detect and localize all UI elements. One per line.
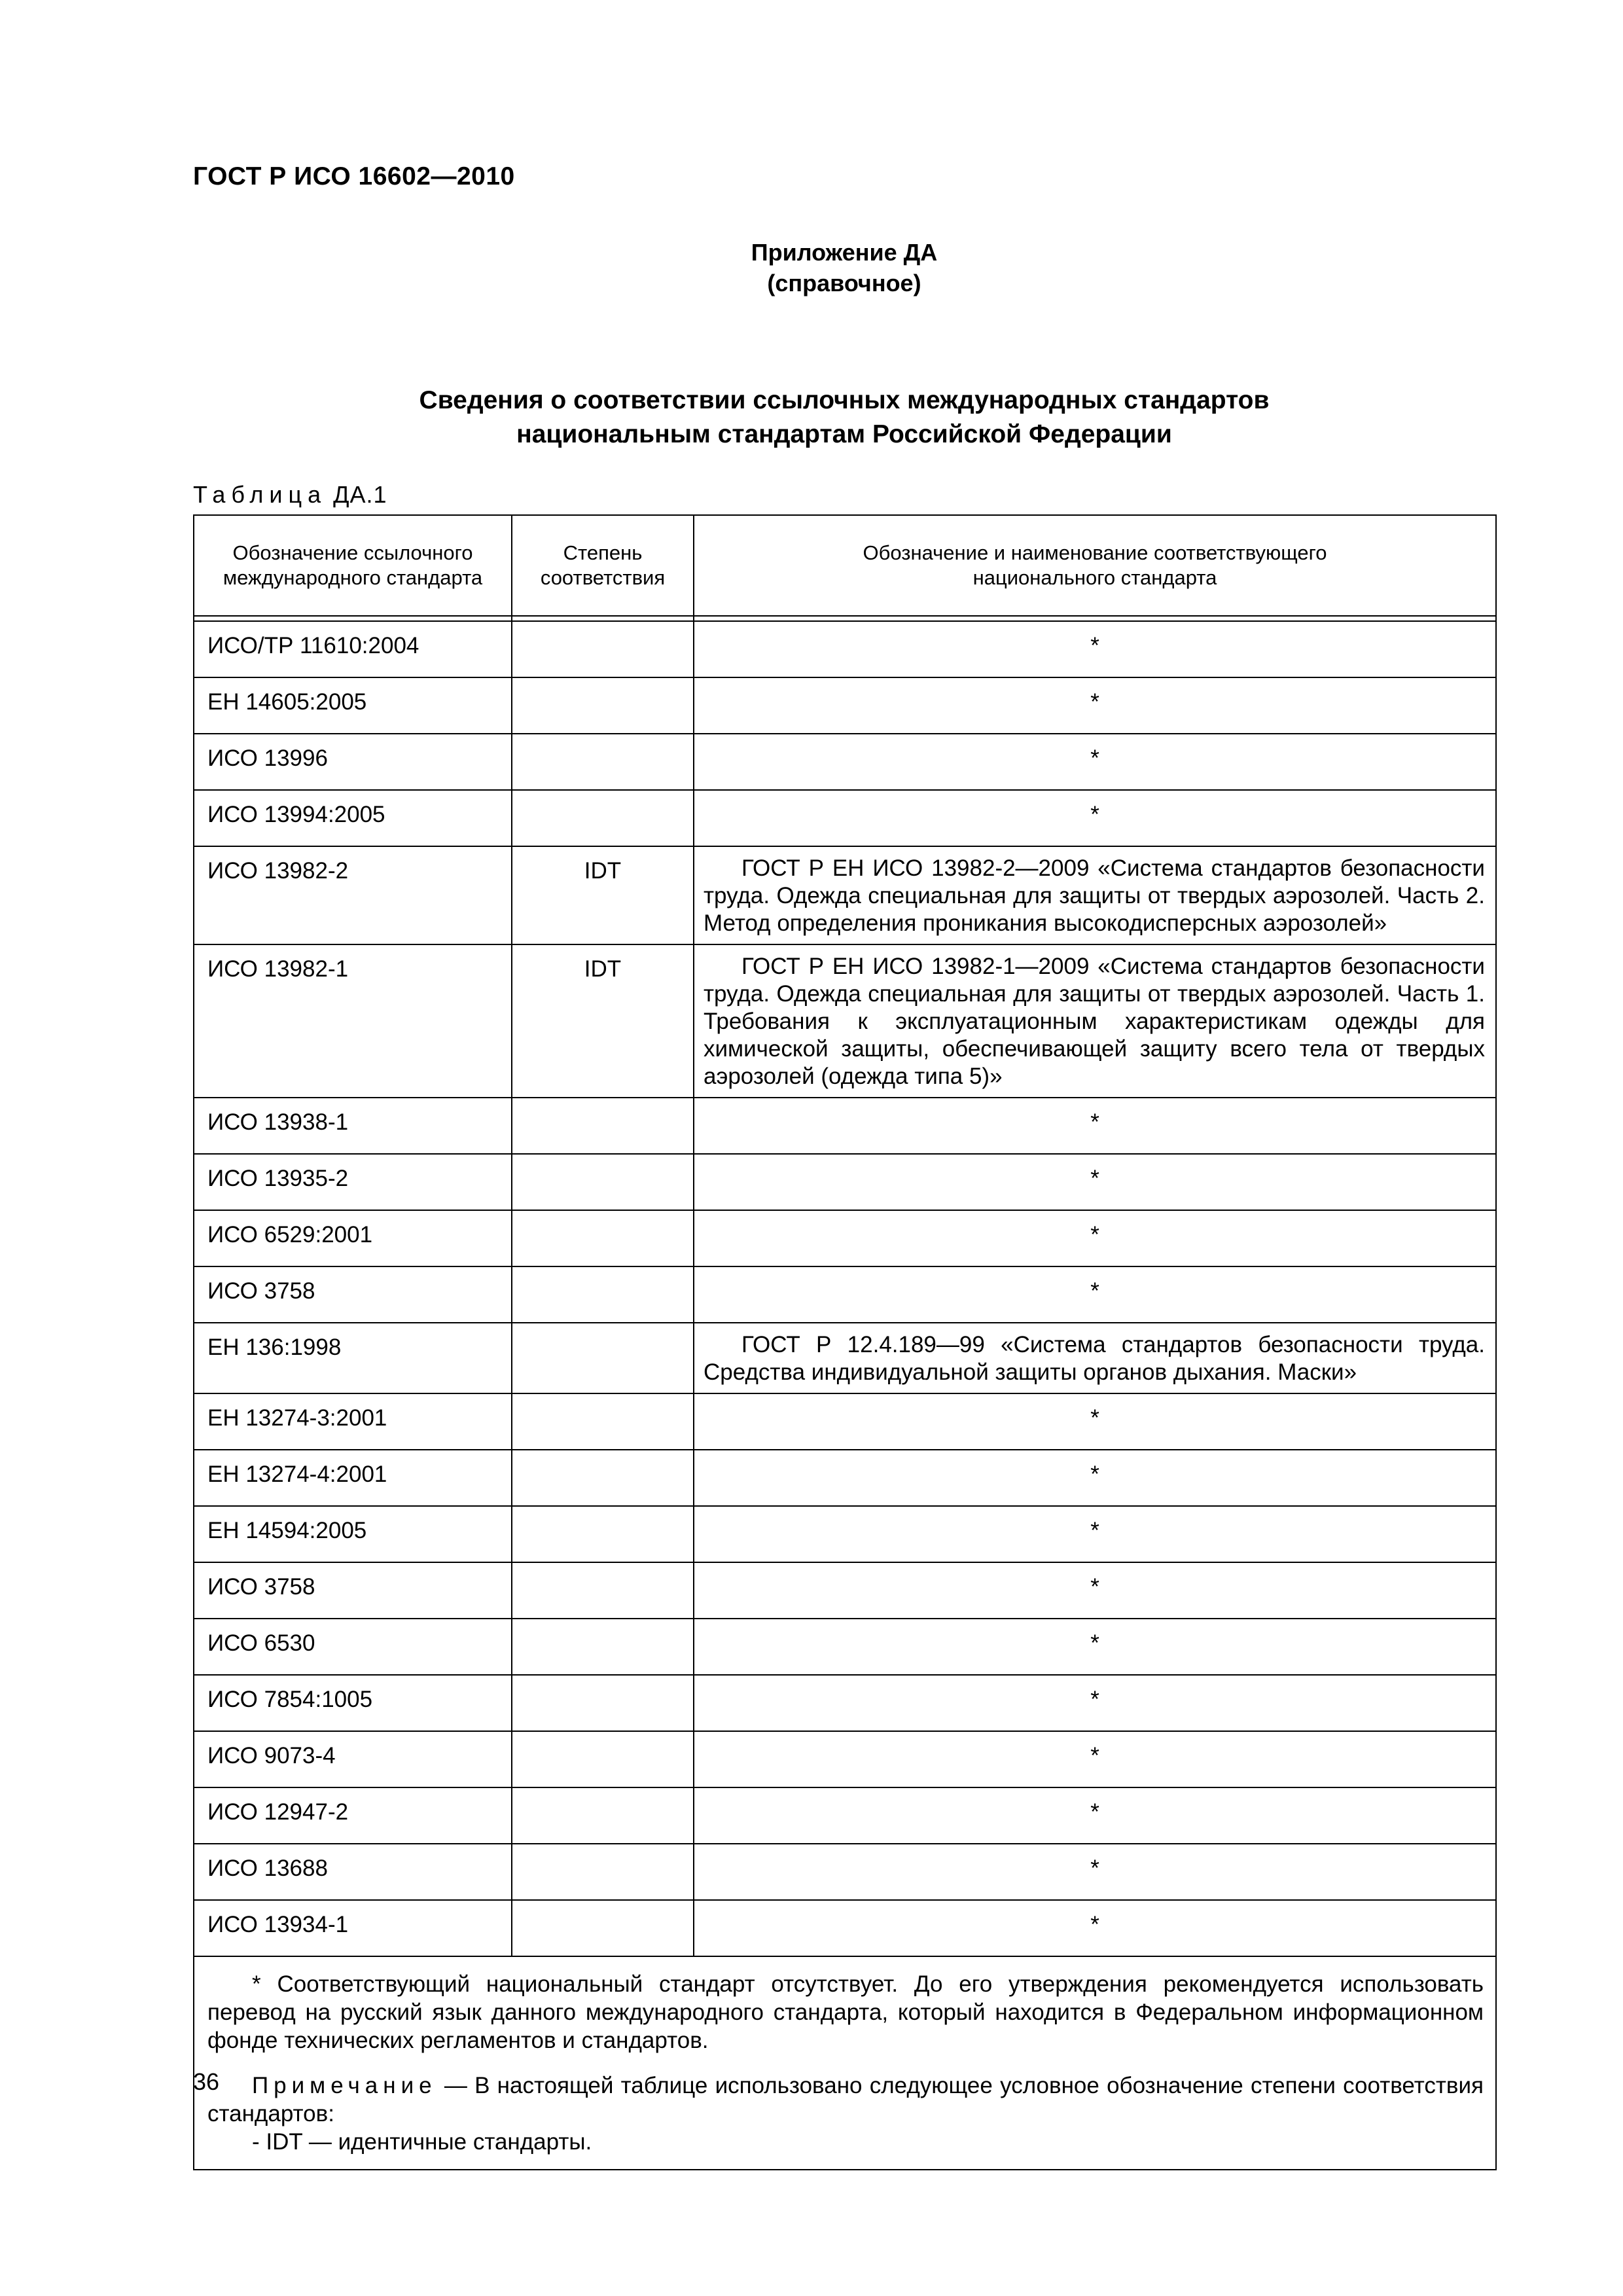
national-standard-cell: * <box>694 790 1496 846</box>
degree-cell <box>512 1787 694 1844</box>
reference-standard-cell: ИСО 13934-1 <box>194 1900 512 1956</box>
reference-standard-cell: ЕН 13274-4:2001 <box>194 1450 512 1506</box>
national-standard-cell: * <box>694 1506 1496 1562</box>
table-row <box>194 1393 1496 1450</box>
degree-cell <box>512 1675 694 1731</box>
reference-standard-cell: ИСО 3758 <box>194 1562 512 1619</box>
reference-standard-cell: ИСО 3758 <box>194 1266 512 1323</box>
table-footnote <box>194 1956 1496 2170</box>
national-standard-cell: * <box>694 1154 1496 1210</box>
table-row <box>194 1787 1496 1844</box>
national-standard-cell: * <box>694 677 1496 734</box>
degree-cell <box>512 1154 694 1210</box>
degree-cell <box>512 734 694 790</box>
national-standard-cell: ГОСТ Р 12.4.189—99 «Система стандартов безопасности труда. Средства индивидуальной защиты органов дыхания. Маски» <box>694 1323 1496 1393</box>
table-header-row <box>194 515 1496 616</box>
table-row <box>194 1154 1496 1210</box>
degree-cell <box>512 1450 694 1506</box>
reference-standard-cell: ИСО 13982-1 <box>194 944 512 1098</box>
national-standard-cell: * <box>694 1619 1496 1675</box>
table-label-word: Таблица <box>193 481 327 508</box>
footnote-note-item: - IDT — идентичные стандарты. <box>252 2129 592 2155</box>
degree-cell <box>512 621 694 677</box>
degree-cell: IDT <box>512 846 694 944</box>
table-row <box>194 790 1496 846</box>
table-row <box>194 734 1496 790</box>
national-standard-cell: * <box>694 621 1496 677</box>
national-standard-cell: * <box>694 1562 1496 1619</box>
appendix-title: Приложение ДА <box>751 239 938 266</box>
reference-standard-cell: ИСО 7854:1005 <box>194 1675 512 1731</box>
column-header-national: Обозначение и наименование соответствующего национального стандарта <box>694 515 1496 616</box>
correspondence-table <box>193 514 1497 2170</box>
reference-standard-cell: ИСО 13982-2 <box>194 846 512 944</box>
table-row <box>194 1731 1496 1787</box>
degree-cell <box>512 1844 694 1900</box>
degree-cell <box>512 1731 694 1787</box>
national-standard-cell: * <box>694 1900 1496 1956</box>
section-title-line-1: Сведения о соответствии ссылочных международных стандартов <box>419 386 1270 414</box>
table-row <box>194 1675 1496 1731</box>
appendix-heading <box>0 237 1623 298</box>
reference-standard-cell: ИСО 6530 <box>194 1619 512 1675</box>
table-row <box>194 621 1496 677</box>
document-code-header: ГОСТ Р ИСО 16602—2010 <box>193 162 515 190</box>
degree-cell <box>512 1900 694 1956</box>
national-standard-cell: * <box>694 1393 1496 1450</box>
page-number: 36 <box>193 2068 220 2095</box>
table-row <box>194 944 1496 1098</box>
table-footnote-row <box>194 1956 1496 2170</box>
reference-standard-cell: ЕН 13274-3:2001 <box>194 1393 512 1450</box>
reference-standard-cell: ИСО/ТР 11610:2004 <box>194 621 512 677</box>
table-row <box>194 1266 1496 1323</box>
footnote-star: * Соответствующий национальный стандарт отсутствует. До его утверждения рекомендуется использовать перевод на русский язык данного международного стандарта, который находится в Федеральном информационном фонде технических регламентов и стандартов. <box>207 1971 1484 2053</box>
national-standard-cell: * <box>694 1787 1496 1844</box>
table-row <box>194 846 1496 944</box>
national-standard-cell: * <box>694 1210 1496 1266</box>
national-standard-cell: * <box>694 1450 1496 1506</box>
table-row <box>194 677 1496 734</box>
degree-cell <box>512 1619 694 1675</box>
table-row <box>194 1098 1496 1154</box>
column-header-reference: Обозначение ссылочного международного стандарта <box>194 515 512 616</box>
section-title-line-2: национальным стандартам Российской Федерации <box>516 420 1172 448</box>
degree-cell <box>512 1506 694 1562</box>
header-separator-row <box>194 616 1496 621</box>
table-body <box>194 621 1496 1956</box>
reference-standard-cell: ИСО 13688 <box>194 1844 512 1900</box>
table-row <box>194 1844 1496 1900</box>
table-row <box>194 1210 1496 1266</box>
table-label <box>193 481 387 509</box>
degree-cell <box>512 1562 694 1619</box>
degree-cell <box>512 677 694 734</box>
note-label: Примечание <box>252 2073 437 2098</box>
national-standard-cell: ГОСТ Р ЕН ИСО 13982-2—2009 «Система стандартов безопасности труда. Одежда специальная для защиты от твердых аэрозолей. Часть 2. Метод определения проникания высокодисперсных аэрозолей» <box>694 846 1496 944</box>
reference-standard-cell: ИСО 13938-1 <box>194 1098 512 1154</box>
reference-standard-cell: ИСО 13935-2 <box>194 1154 512 1210</box>
national-standard-cell: * <box>694 1731 1496 1787</box>
column-header-degree: Степень соответствия <box>512 515 694 616</box>
degree-cell <box>512 1266 694 1323</box>
reference-standard-cell: ЕН 14605:2005 <box>194 677 512 734</box>
section-title <box>193 384 1495 452</box>
footnote-note: Примечание — В настоящей таблице использовано следующее условное обозначение степени соответствия стандартов: <box>207 2073 1484 2126</box>
reference-standard-cell: ИСО 13994:2005 <box>194 790 512 846</box>
table-row <box>194 1450 1496 1506</box>
reference-standard-cell: ЕН 14594:2005 <box>194 1506 512 1562</box>
degree-cell <box>512 1098 694 1154</box>
degree-cell <box>512 1210 694 1266</box>
table-row <box>194 1562 1496 1619</box>
reference-standard-cell: ИСО 12947-2 <box>194 1787 512 1844</box>
national-standard-cell: * <box>694 1844 1496 1900</box>
national-standard-cell: * <box>694 1266 1496 1323</box>
reference-standard-cell: ИСО 13996 <box>194 734 512 790</box>
degree-cell: IDT <box>512 944 694 1098</box>
degree-cell <box>512 1323 694 1393</box>
table-row <box>194 1506 1496 1562</box>
reference-standard-cell: ИСО 9073-4 <box>194 1731 512 1787</box>
degree-cell <box>512 790 694 846</box>
appendix-subtitle: (справочное) <box>767 270 921 296</box>
table-row <box>194 1323 1496 1393</box>
national-standard-cell: * <box>694 1098 1496 1154</box>
degree-cell <box>512 1393 694 1450</box>
reference-standard-cell: ЕН 136:1998 <box>194 1323 512 1393</box>
national-standard-cell: * <box>694 734 1496 790</box>
national-standard-cell: * <box>694 1675 1496 1731</box>
reference-standard-cell: ИСО 6529:2001 <box>194 1210 512 1266</box>
national-standard-cell: ГОСТ Р ЕН ИСО 13982-1—2009 «Система стандартов безопасности труда. Одежда специальная для защиты от твердых аэрозолей. Часть 1. Требования к эксплуатационным характеристикам одежды для химической защиты, обеспечивающей защиту всего тела от твердых аэрозолей (одежда типа 5)» <box>694 944 1496 1098</box>
table-label-number: ДА.1 <box>333 481 387 508</box>
table-row <box>194 1619 1496 1675</box>
table-row <box>194 1900 1496 1956</box>
